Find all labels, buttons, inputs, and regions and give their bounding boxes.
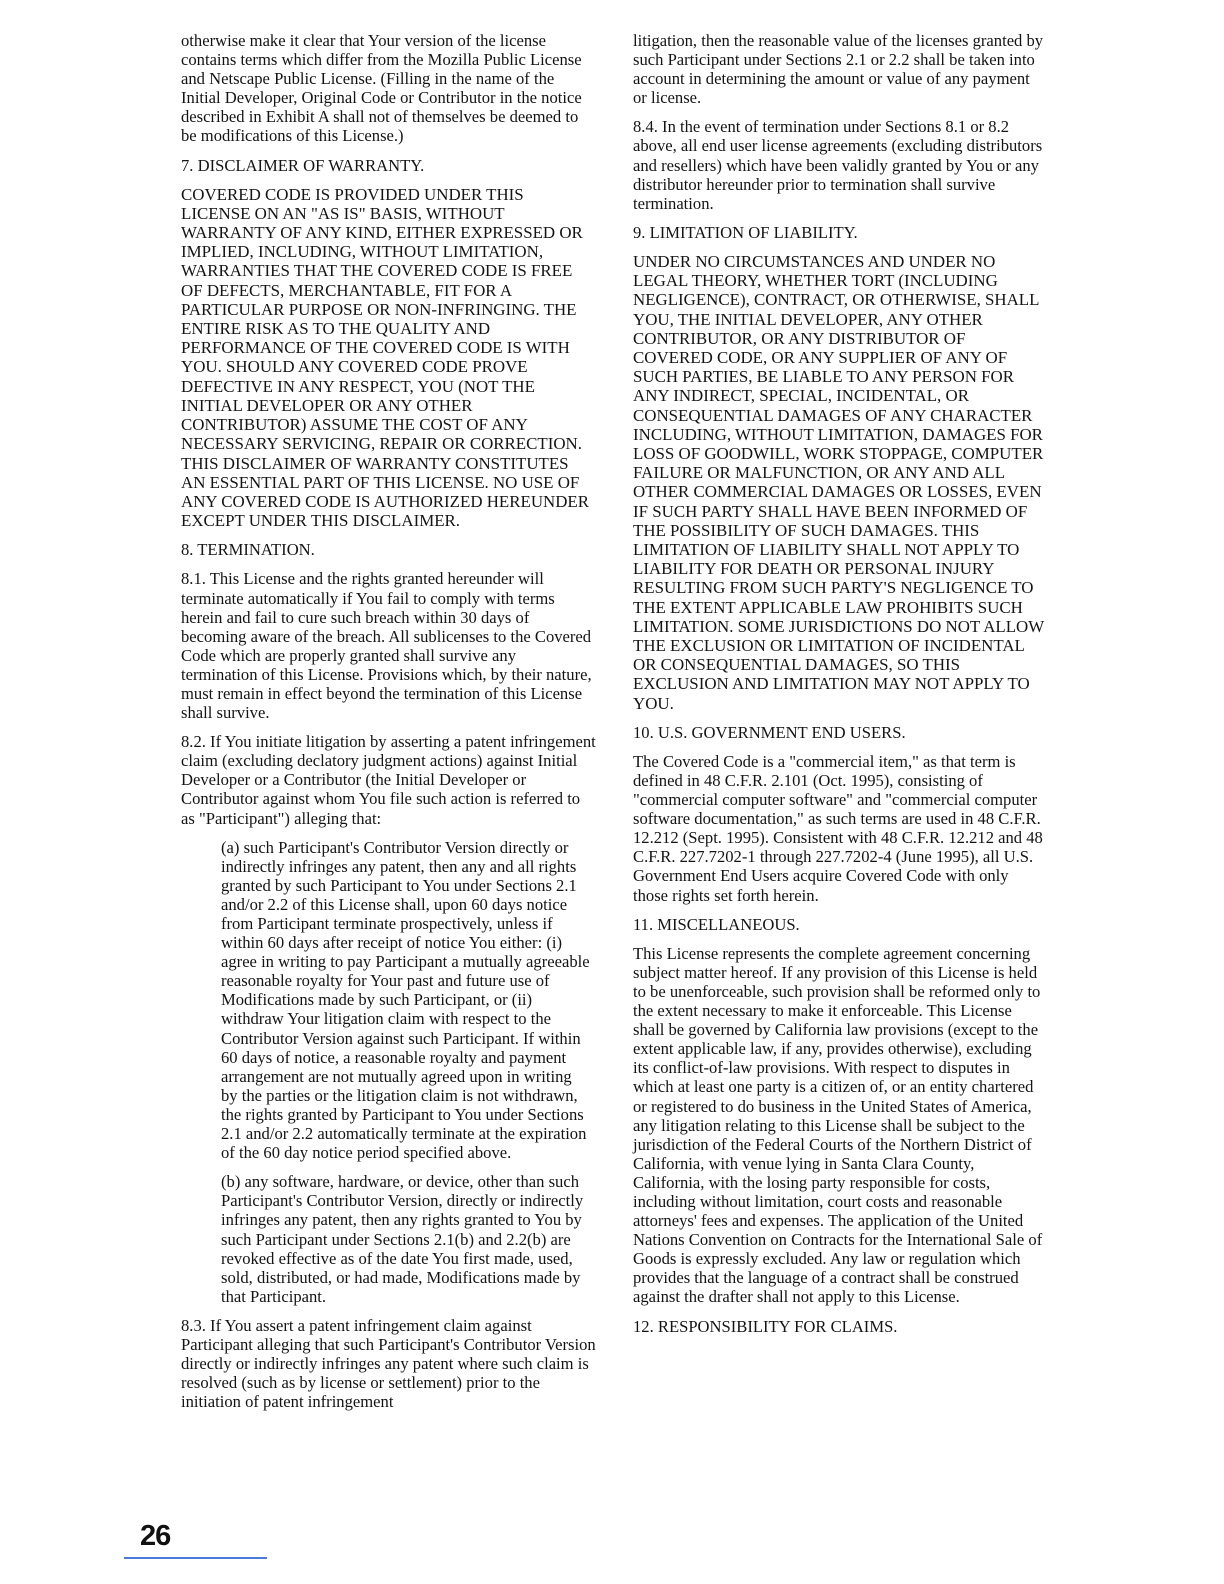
paragraph-8-1: 8.1. This License and the rights granted hereunder will terminate automatically if You fail to comply with terms herein and fail to cure such breach within 30 days of becoming aware of the breach. All sublicenses to the Covered Code which are properly granted shall survive any termination of this License. Provisions which, by their nature, must remain in effect beyond the termination of this License shall survive. xyxy=(181,569,592,723)
right-column xyxy=(633,31,1047,1346)
paragraph-8-2-a: (a) such Participant's Contributor Version directly or indirectly infringes any patent, then any and all rights granted by such Participant to You under Sections 2.1 and/or 2.2 of this License shall, upon 60 days notice from Participant terminate prospectively, unless if within 60 days after receipt of notice You either: (i) agree in writing to pay Participant a mutually agreeable reasonable royalty for Your past and future use of Modifications made by such Participant, or (ii) withdraw Your litigation claim with respect to the Contributor Version against such Participant. If within 60 days of notice, a reasonable royalty and payment arrangement are not mutually agreed upon in writing by the parties or the litigation claim is not withdrawn, the rights granted by Participant to You under Sections 2.1 and/or 2.2 automatically terminate at the expiration of the 60 day notice period specified above. xyxy=(221,837,590,1163)
section-heading-government: 10. U.S. GOVERNMENT END USERS. xyxy=(633,722,906,742)
paragraph-8-4: 8.4. In the event of termination under Sections 8.1 or 8.2 above, all end user license agreements (excluding distributors and resellers) which have been validly granted by You or any distributor hereunder prior to termination shall survive termination. xyxy=(633,117,1043,213)
paragraph-modifications-notice: otherwise make it clear that Your version of the license contains terms which differ from the Mozilla Public License and Netscape Public License. (Filling in the name of the Initial Developer, Original Code or Contributor in the notice described in Exhibit A shall not of themselves be deemed to be modifications of this License.) xyxy=(181,31,582,146)
paragraph-8-3-continued: litigation, then the reasonable value of the licenses granted by such Participant under Sections 2.1 or 2.2 shall be taken into account in determining the amount or value of any payment or license. xyxy=(633,31,1044,108)
paragraph-government: The Covered Code is a "commercial item," as that term is defined in 48 C.F.R. 2.101 (Oct. 1995), consisting of "commercial computer software" and "commercial computer software documentation," as such terms are used in 48 C.F.R. 12.212 (Sept. 1995). Consistent with 48 C.F.R. 12.212 and 48 C.F.R. 227.7202-1 through 227.7202-4 (June 1995), all U.S. Government End Users acquire Covered Code with only those rights set forth herein. xyxy=(633,751,1043,905)
paragraph-limitation: UNDER NO CIRCUMSTANCES AND UNDER NO LEGAL THEORY, WHETHER TORT (INCLUDING NEGLIGENCE), CONTRACT, OR OTHERWISE, SHALL YOU, THE INITIAL DEVELOPER, ANY OTHER CONTRIBUTOR, OR ANY DISTRIBUTOR OF COVERED CODE, OR ANY SUPPLIER OF ANY OF SUCH PARTIES, BE LIABLE TO ANY PERSON FOR ANY INDIRECT, SPECIAL, INCIDENTAL, OR CONSEQUENTIAL DAMAGES OF ANY CHARACTER INCLUDING, WITHOUT LIMITATION, DAMAGES FOR LOSS OF GOODWILL, WORK STOPPAGE, COMPUTER FAILURE OR MALFUNCTION, OR ANY AND ALL OTHER COMMERCIAL DAMAGES OR LOSSES, EVEN IF SUCH PARTY SHALL HAVE BEEN INFORMED OF THE POSSIBILITY OF SUCH DAMAGES. THIS LIMITATION OF LIABILITY SHALL NOT APPLY TO LIABILITY FOR DEATH OR PERSONAL INJURY RESULTING FROM SUCH PARTY'S NEGLIGENCE TO THE EXTENT APPLICABLE LAW PROHIBITS SUCH LIMITATION. SOME JURISDICTIONS DO NOT ALLOW THE EXCLUSION OR LIMITATION OF INCIDENTAL OR CONSEQUENTIAL DAMAGES, SO THIS EXCLUSION AND LIMITATION MAY NOT APPLY TO YOU. xyxy=(633,251,1044,713)
section-heading-limitation: 9. LIMITATION OF LIABILITY. xyxy=(633,222,858,242)
page-number-rule xyxy=(124,1557,267,1559)
paragraph-miscellaneous: This License represents the complete agreement concerning subject matter hereof. If any provision of this License is held to be unenforceable, such provision shall be reformed only to the extent necessary to make it enforceable. This License shall be governed by California law provisions (except to the extent applicable law, if any, provides otherwise), excluding its conflict-of-law provisions. With respect to disputes in which at least one party is a citizen of, or an entity chartered or registered to do business in the United States of America, any litigation relating to this License shall be subject to the jurisdiction of the Federal Courts of the Northern District of California, with venue lying in Santa Clara County, California, with the losing party responsible for costs, including without limitation, court costs and reasonable attorneys' fees and expenses. The application of the United Nations Convention on Contracts for the International Sale of Goods is expressly excluded. Any law or regulation which provides that the language of a contract shall be construed against the drafter shall not apply to this License. xyxy=(633,943,1043,1307)
page-number: 26 xyxy=(140,1520,171,1552)
paragraph-8-2-b: (b) any software, hardware, or device, other than such Participant's Contributor Version, directly or indirectly infringes any patent, then any rights granted to You by such Participant under Sections 2.1(b) and 2.2(b) are revoked effective as of the date You first made, used, sold, distributed, or had made, Modifications made by that Participant. xyxy=(221,1172,584,1306)
section-heading-miscellaneous: 11. MISCELLANEOUS. xyxy=(633,914,800,934)
paragraph-disclaimer: COVERED CODE IS PROVIDED UNDER THIS LICENSE ON AN "AS IS" BASIS, WITHOUT WARRANTY OF ANY KIND, EITHER EXPRESSED OR IMPLIED, INCLUDING, WITHOUT LIMITATION, WARRANTIES THAT THE COVERED CODE IS FREE OF DEFECTS, MERCHANTABLE, FIT FOR A PARTICULAR PURPOSE OR NON-INFRINGING. THE ENTIRE RISK AS TO THE QUALITY AND PERFORMANCE OF THE COVERED CODE IS WITH YOU. SHOULD ANY COVERED CODE PROVE DEFECTIVE IN ANY RESPECT, YOU (NOT THE INITIAL DEVELOPER OR ANY OTHER CONTRIBUTOR) ASSUME THE COST OF ANY NECESSARY SERVICING, REPAIR OR CORRECTION. THIS DISCLAIMER OF WARRANTY CONSTITUTES AN ESSENTIAL PART OF THIS LICENSE. NO USE OF ANY COVERED CODE IS AUTHORIZED HEREUNDER EXCEPT UNDER THIS DISCLAIMER. xyxy=(181,184,590,531)
paragraph-8-2: 8.2. If You initiate litigation by asserting a patent infringement claim (excluding declatory judgment actions) against Initial Developer or a Contributor (the Initial Developer or Contributor against whom You file such action is referred to as "Participant") alleging that: xyxy=(181,732,596,828)
section-heading-disclaimer: 7. DISCLAIMER OF WARRANTY. xyxy=(181,155,425,175)
paragraph-8-3: 8.3. If You assert a patent infringement claim against Participant alleging that such Participant's Contributor Version directly or indirectly infringes any patent where such claim is resolved (such as by license or settlement) prior to the initiation of patent infringement xyxy=(181,1315,596,1412)
section-heading-responsibility: 12. RESPONSIBILITY FOR CLAIMS. xyxy=(633,1316,898,1336)
left-column xyxy=(181,31,596,1421)
section-heading-termination: 8. TERMINATION. xyxy=(181,540,315,560)
